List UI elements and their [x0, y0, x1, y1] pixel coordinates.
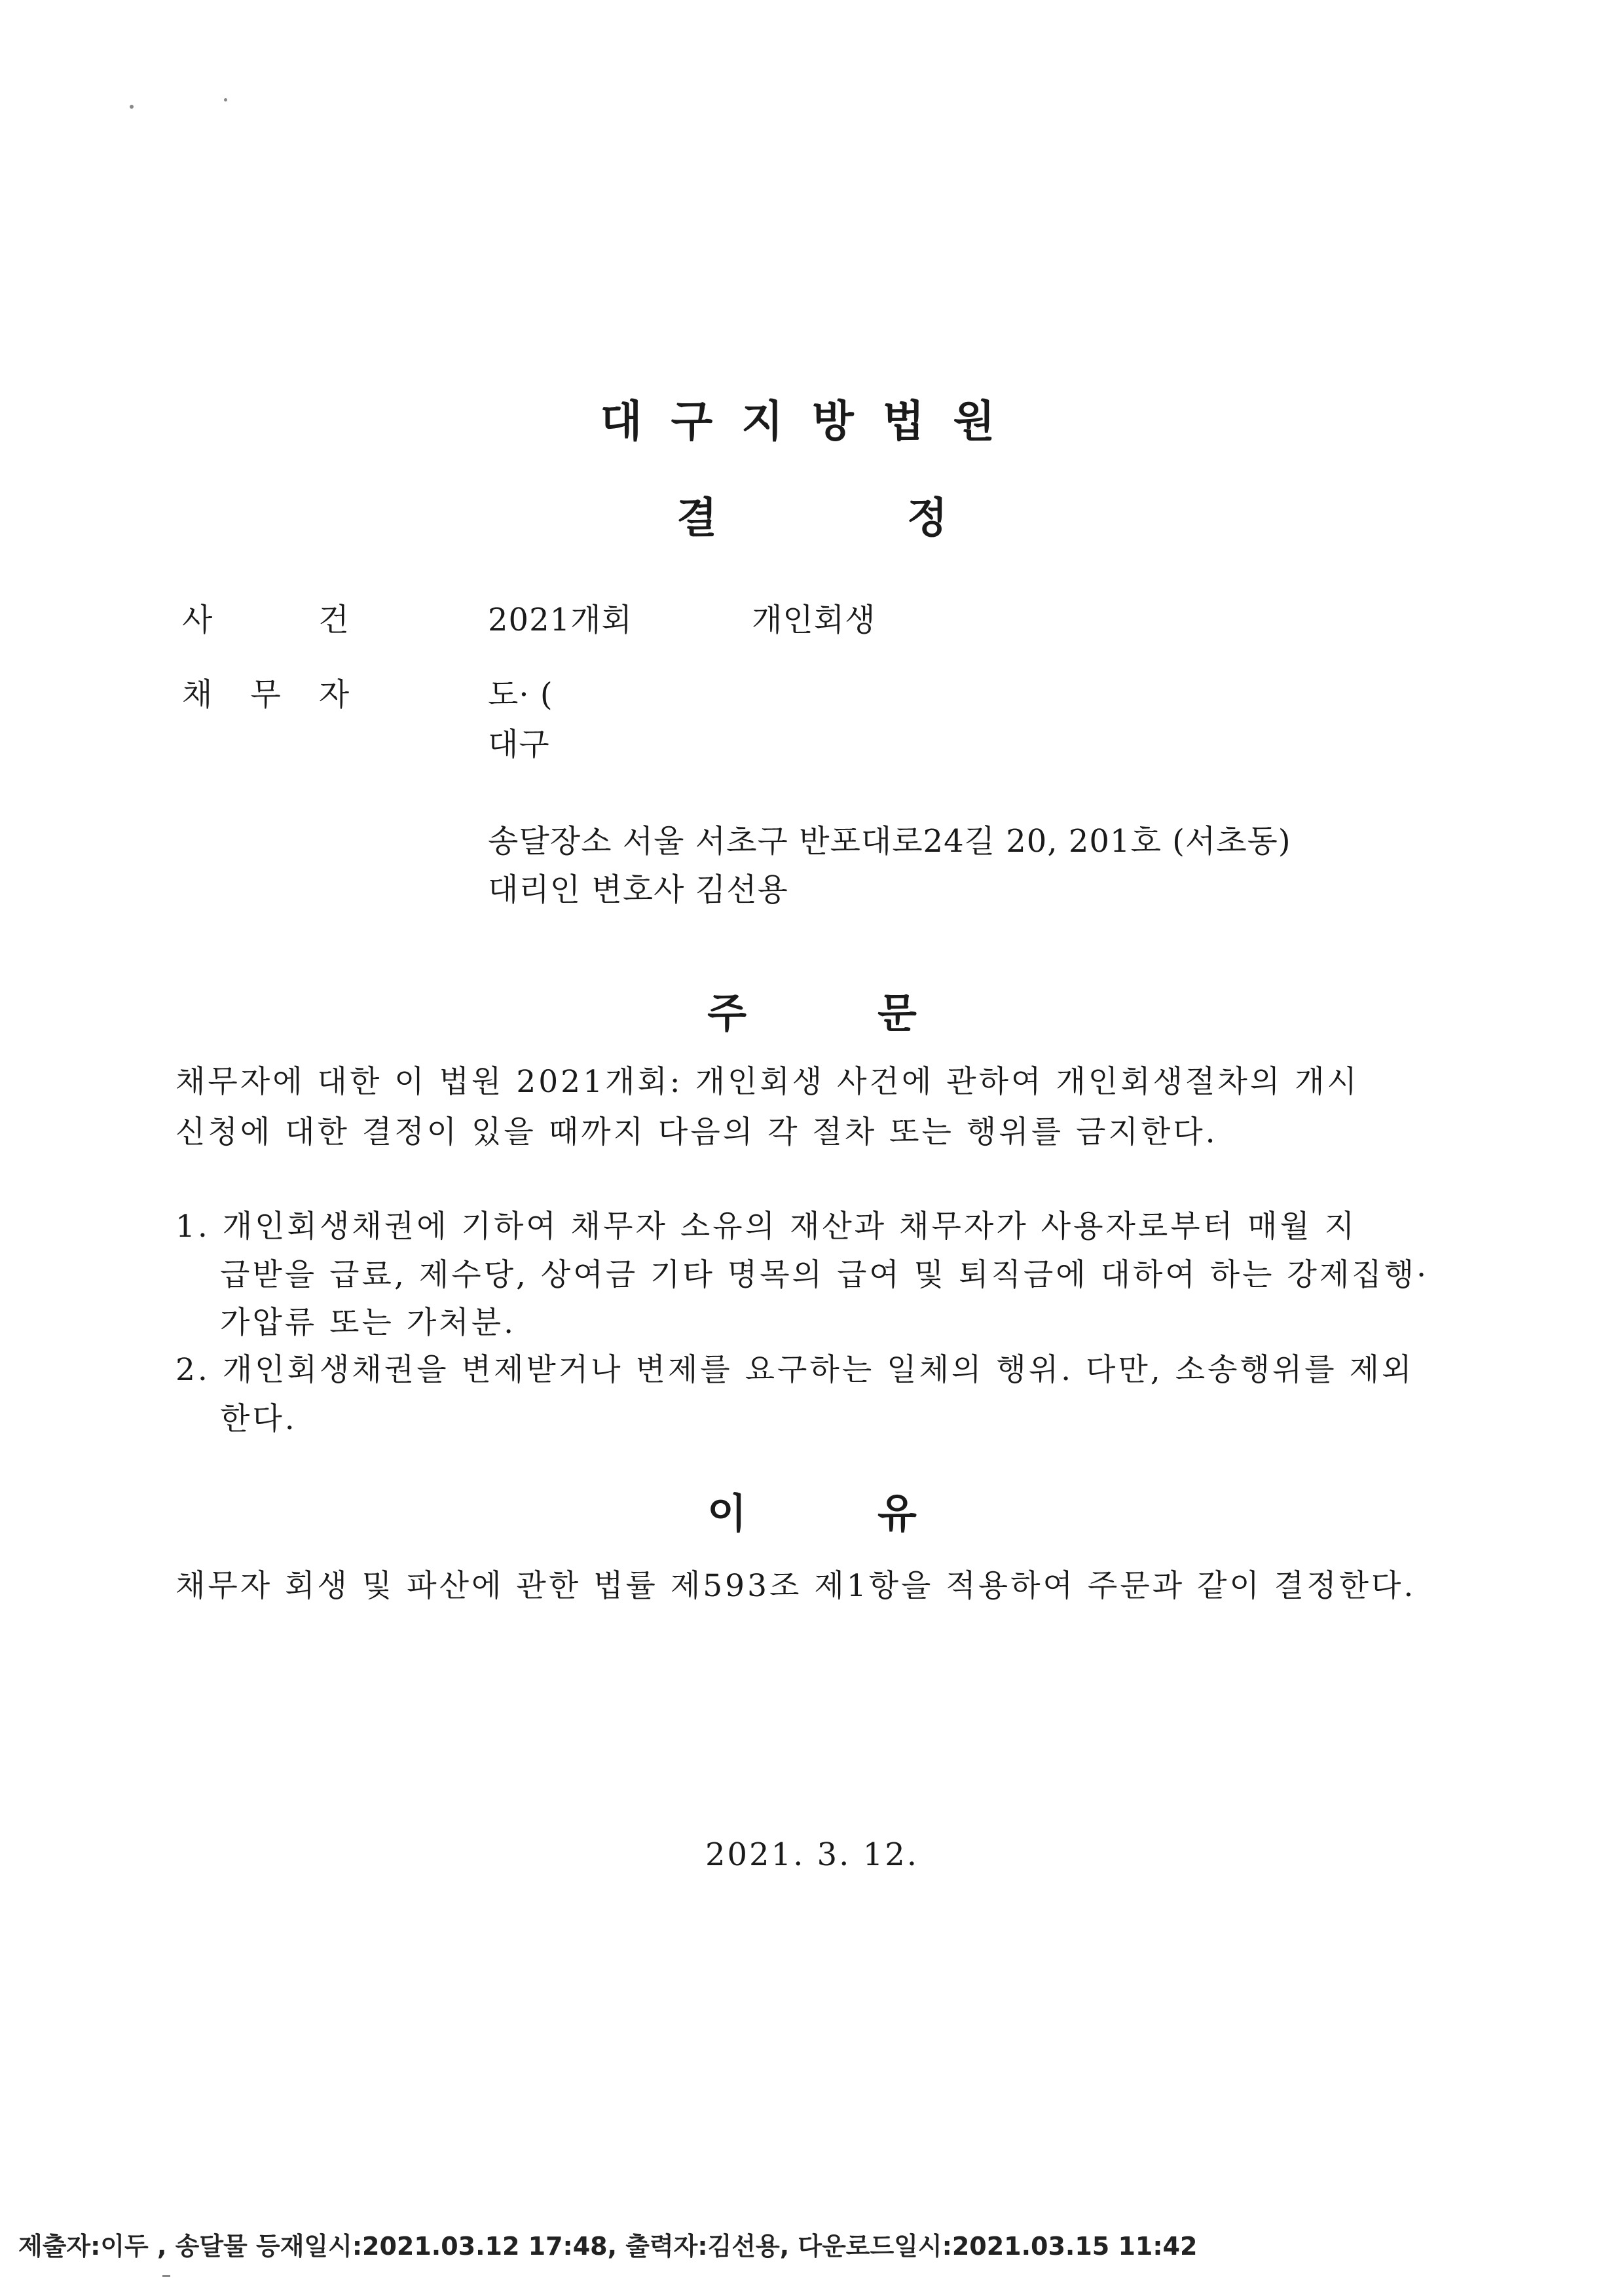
download-footer: 제출자:이두 , 송달물 등재일시:2021.03.12 17:48, 출력자:김선용, 다운로드일시:2021.03.15 11:42: [18, 2232, 1198, 2261]
case-number: 2021개회: [488, 602, 633, 638]
order-item2-line1: 2. 개인회생채권을 변제받거나 변제를 요구하는 일체의 행위. 다만, 소송행위를 제외: [175, 1352, 1414, 1388]
debtor-label: 채무자: [182, 676, 388, 713]
debtor-address: 대구: [488, 726, 550, 763]
court-name: 대구지방법원: [600, 396, 1024, 446]
scan-speck: [162, 2275, 170, 2277]
scan-speck: [130, 105, 134, 109]
debtor-name: 도· (: [488, 676, 553, 713]
order-intro-line1: 채무자에 대한 이 법원 2021개회: 개인회생 사건에 관하여 개인회생절차의 개시: [175, 1064, 1359, 1100]
reason-text: 채무자 회생 및 파산에 관한 법률 제593조 제1항을 적용하여 주문과 같이 결정한다.: [175, 1568, 1416, 1604]
legal-agent: 대리인 변호사 김선용: [488, 871, 788, 908]
order-item1-line1: 1. 개인회생채권에 기하여 채무자 소유의 재산과 채무자가 사용자로부터 매월 지: [175, 1209, 1357, 1245]
order-item1-line2: 급받을 급료, 제수당, 상여금 기타 명목의 급여 및 퇴직금에 대하여 하는 강제집행·: [220, 1257, 1430, 1293]
decision-date: 2021. 3. 12.: [705, 1836, 919, 1873]
order-item1-line3: 가압류 또는 가처분.: [220, 1305, 517, 1341]
order-heading: 주문: [707, 989, 1048, 1037]
document-title: 결정: [676, 494, 1137, 543]
order-item2-line2: 한다.: [220, 1401, 297, 1437]
case-label: 사건: [182, 602, 455, 638]
scan-speck: [224, 98, 227, 101]
service-address: 송달장소 서울 서초구 반포대로24길 20, 201호 (서초동): [488, 823, 1291, 860]
order-intro-line2: 신청에 대한 결정이 있을 때까지 다음의 각 절차 또는 행위를 금지한다.: [175, 1114, 1218, 1150]
case-type: 개인회생: [752, 602, 876, 638]
reason-heading: 이유: [707, 1489, 1048, 1537]
